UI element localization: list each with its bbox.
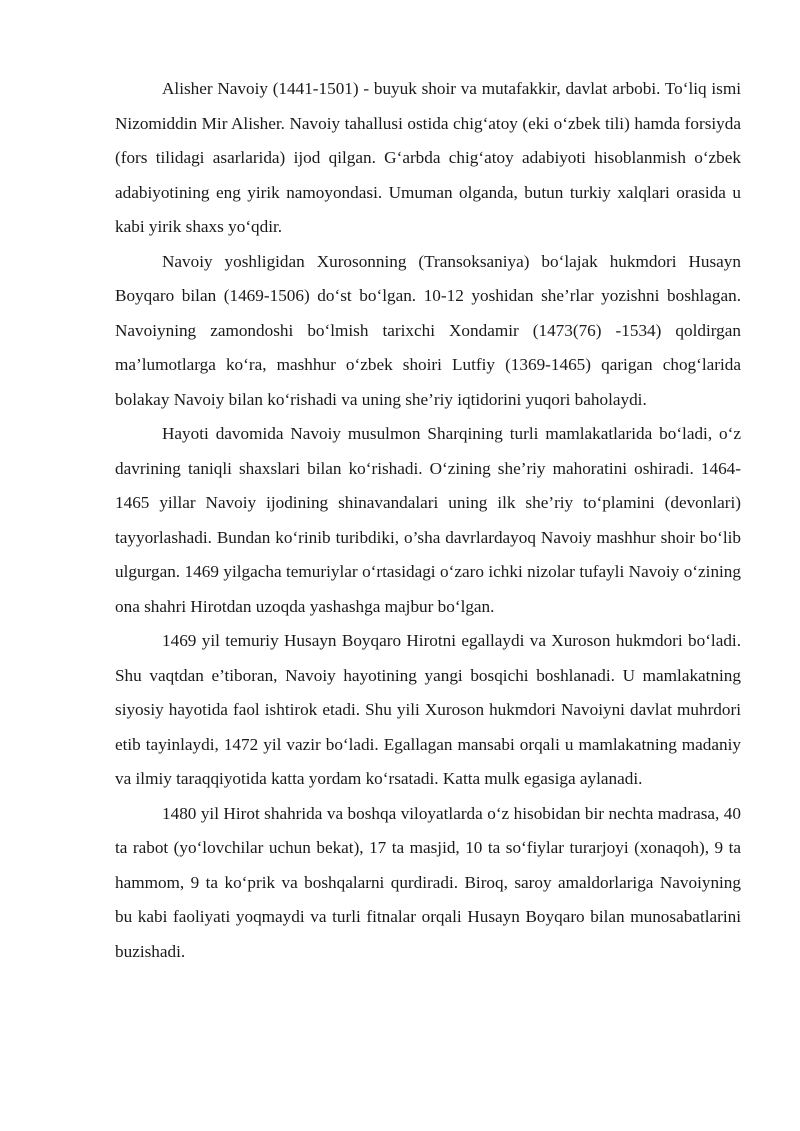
paragraph: 1469 yil temuriy Husayn Boyqaro Hirotni egallaydi va Xuroson hukmdori bo‘ladi. Shu vaqtdan e’tiboran, Navoiy hayotining yangi bosqichi boshlanadi. U mamlakatning siyosiy hayotida faol ishtirok etadi. Shu yili Xuroson hukmdori Navoiyni davlat muhrdori etib tayinlaydi, 1472 yil vazir bo‘ladi. Egallagan mansabi orqali u mamlakatning madaniy va ilmiy taraqqiyotida katta yordam ko‘rsatadi. Katta mulk egasiga aylanadi.: [115, 631, 741, 788]
paragraph: Hayoti davomida Navoiy musulmon Sharqining turli mamlakatlarida bo‘ladi, o‘z davrining taniqli shaxslari bilan ko‘rishadi. O‘zining she’riy mahoratini oshiradi. 1464-1465 yillar Navoiy ijodining shinavandalari uning ilk she’riy to‘plamini (devonlari) tayyorlashadi. Bundan ko‘rinib turibdiki, o’sha davrlardayoq Navoiy mashhur shoir bo‘lib ulgurgan. 1469 yilgacha temuriylar o‘rtasidagi o‘zaro ichki nizolar tufayli Navoiy o‘zining ona shahri Hirotdan uzoqda yashashga majbur bo‘lgan.: [115, 424, 741, 616]
paragraph: 1480 yil Hirot shahrida va boshqa viloyatlarda o‘z hisobidan bir nechta madrasa, 40 ta rabot (yo‘lovchilar uchun bekat), 17 ta masjid, 10 ta so‘fiylar turarjoyi (xonaqoh), 9 ta hammom, 9 ta ko‘prik va boshqalarni qurdiradi. Biroq, saroy amaldorlariga Navoiyning bu kabi faoliyati yoqmaydi va turli fitnalar orqali Husayn Boyqaro bilan munosabatlarini buzishadi.: [115, 803, 741, 961]
document-page: [115, 72, 741, 969]
paragraph: Navoiy yoshligidan Xurosonning (Transoksaniya) bo‘lajak hukmdori Husayn Boyqaro bilan (1469-1506) do‘st bo‘lgan. 10-12 yoshidan she’rlar yozishni boshlagan. Navoiyning zamondoshi bo‘lmish tarixchi Xondamir (1473(76) -1534) qoldirgan ma’lumotlarga ko‘ra, mashhur o‘zbek shoiri Lutfiy (1369-1465) qarigan chog‘larida bolakay Navoiy bilan ko‘rishadi va uning she’riy iqtidorini yuqori baholaydi.: [115, 251, 741, 409]
paragraph: Alisher Navoiy (1441-1501) - buyuk shoir va mutafakkir, davlat arbobi. To‘liq ismi Nizomiddin Mir Alisher. Navoiy tahallusi ostida chig‘atoy (eki o‘zbek tili) hamda forsiyda (fors tilidagi asarlarida) ijod qilgan. G‘arbda chig‘atoy adabiyoti hisoblanmish o‘zbek adabiyotining eng yirik namoyondasi. Umuman olganda, butun turkiy xalqlari orasida u kabi yirik shaxs yo‘qdir.: [115, 79, 741, 236]
